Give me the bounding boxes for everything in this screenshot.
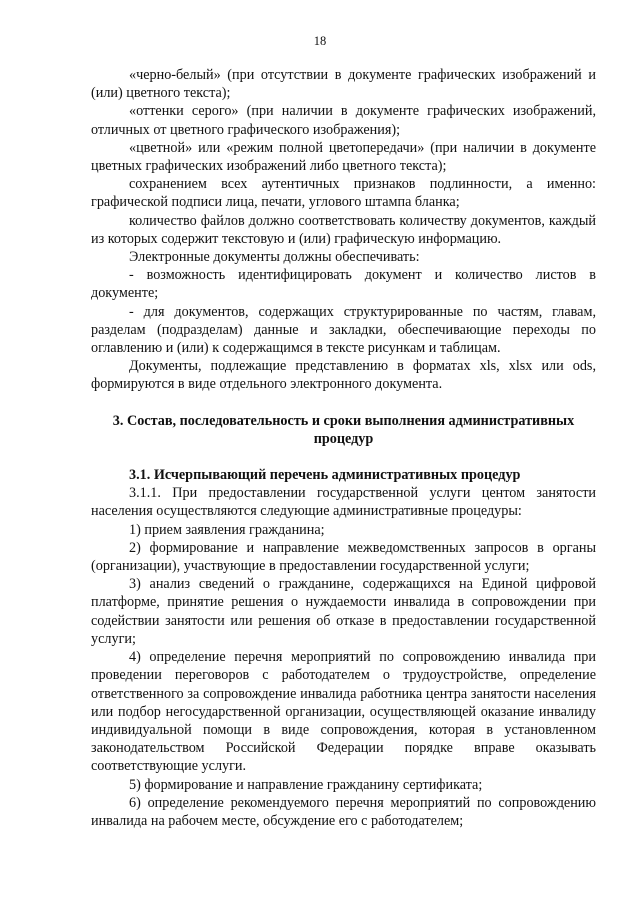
- list-item: 4) определение перечня мероприятий по сопровождению инвалида при проведении переговоров с работодателем о трудоустройстве, определение ответственного за сопровождение инвалида работника центра занятости населения или подбор негосударственной организации, осуществляющей оказание инвалиду индивидуальной помощи в виде сопровождения, которая в установленном законодательством Российской Федерации порядке вправе оказывать соответствующие услуги.: [91, 649, 596, 775]
- paragraph: Документы, подлежащие представлению в форматах xls, xlsx или ods, формируются в виде отдельного электронного документа.: [91, 358, 596, 393]
- list-item: 6) определение рекомендуемого перечня мероприятий по сопровождению инвалида на рабочем месте, обсуждение его с работодателем;: [91, 794, 596, 829]
- paragraph: 3.1.1. При предоставлении государственной услуги центом занятости населения осуществляются следующие административные процедуры:: [91, 485, 596, 520]
- list-item: 2) формирование и направление межведомственных запросов в органы (организации), участвующие в предоставлении государственной услуги;: [91, 539, 596, 575]
- list-item: 3) анализ сведений о гражданине, содержащихся на Единой цифровой платформе, принятие решения о нуждаемости инвалида в сопровождении при содействии занятости или решения об отказе в предоставлении государственной услуги;: [91, 576, 596, 647]
- subsection-heading: 3.1. Исчерпывающий перечень административных процедур: [129, 467, 521, 484]
- paragraph: «цветной» или «режим полной цветопередачи» (при наличии в документе цветных графических изображений либо цветного текста);: [91, 139, 596, 175]
- document-body: [91, 66, 596, 830]
- paragraph: сохранением всех аутентичных признаков подлинности, а именно: графической подписи лица, печати, углового штампа бланка;: [91, 176, 596, 211]
- paragraph: Электронные документы должны обеспечивать:: [129, 249, 420, 266]
- page-number: 18: [313, 34, 327, 48]
- paragraph: «черно-белый» (при отсутствии в документе графических изображений и (или) цветного текста);: [91, 67, 596, 102]
- paragraph: количество файлов должно соответствовать количеству документов, каждый из которых содержит текстовую и (или) графическую информацию.: [91, 212, 596, 247]
- paragraph: - для документов, содержащих структурированные по частям, главам, разделам (подразделам) данные и закладки, обеспечивающие переходы по оглавлению и (или) к содержащимся в тексте рисункам и таблицам.: [91, 303, 596, 357]
- paragraph: «оттенки серого» (при наличии в документе графических изображений, отличных от цветного графического изображения);: [91, 103, 596, 138]
- paragraph: - возможность идентифицировать документ и количество листов в документе;: [91, 267, 596, 302]
- section-heading: 3. Состав, последовательность и сроки выполнения административных процедур: [112, 412, 575, 447]
- list-item: 5) формирование и направление гражданину сертификата;: [129, 776, 483, 793]
- list-item: 1) прием заявления гражданина;: [129, 521, 325, 538]
